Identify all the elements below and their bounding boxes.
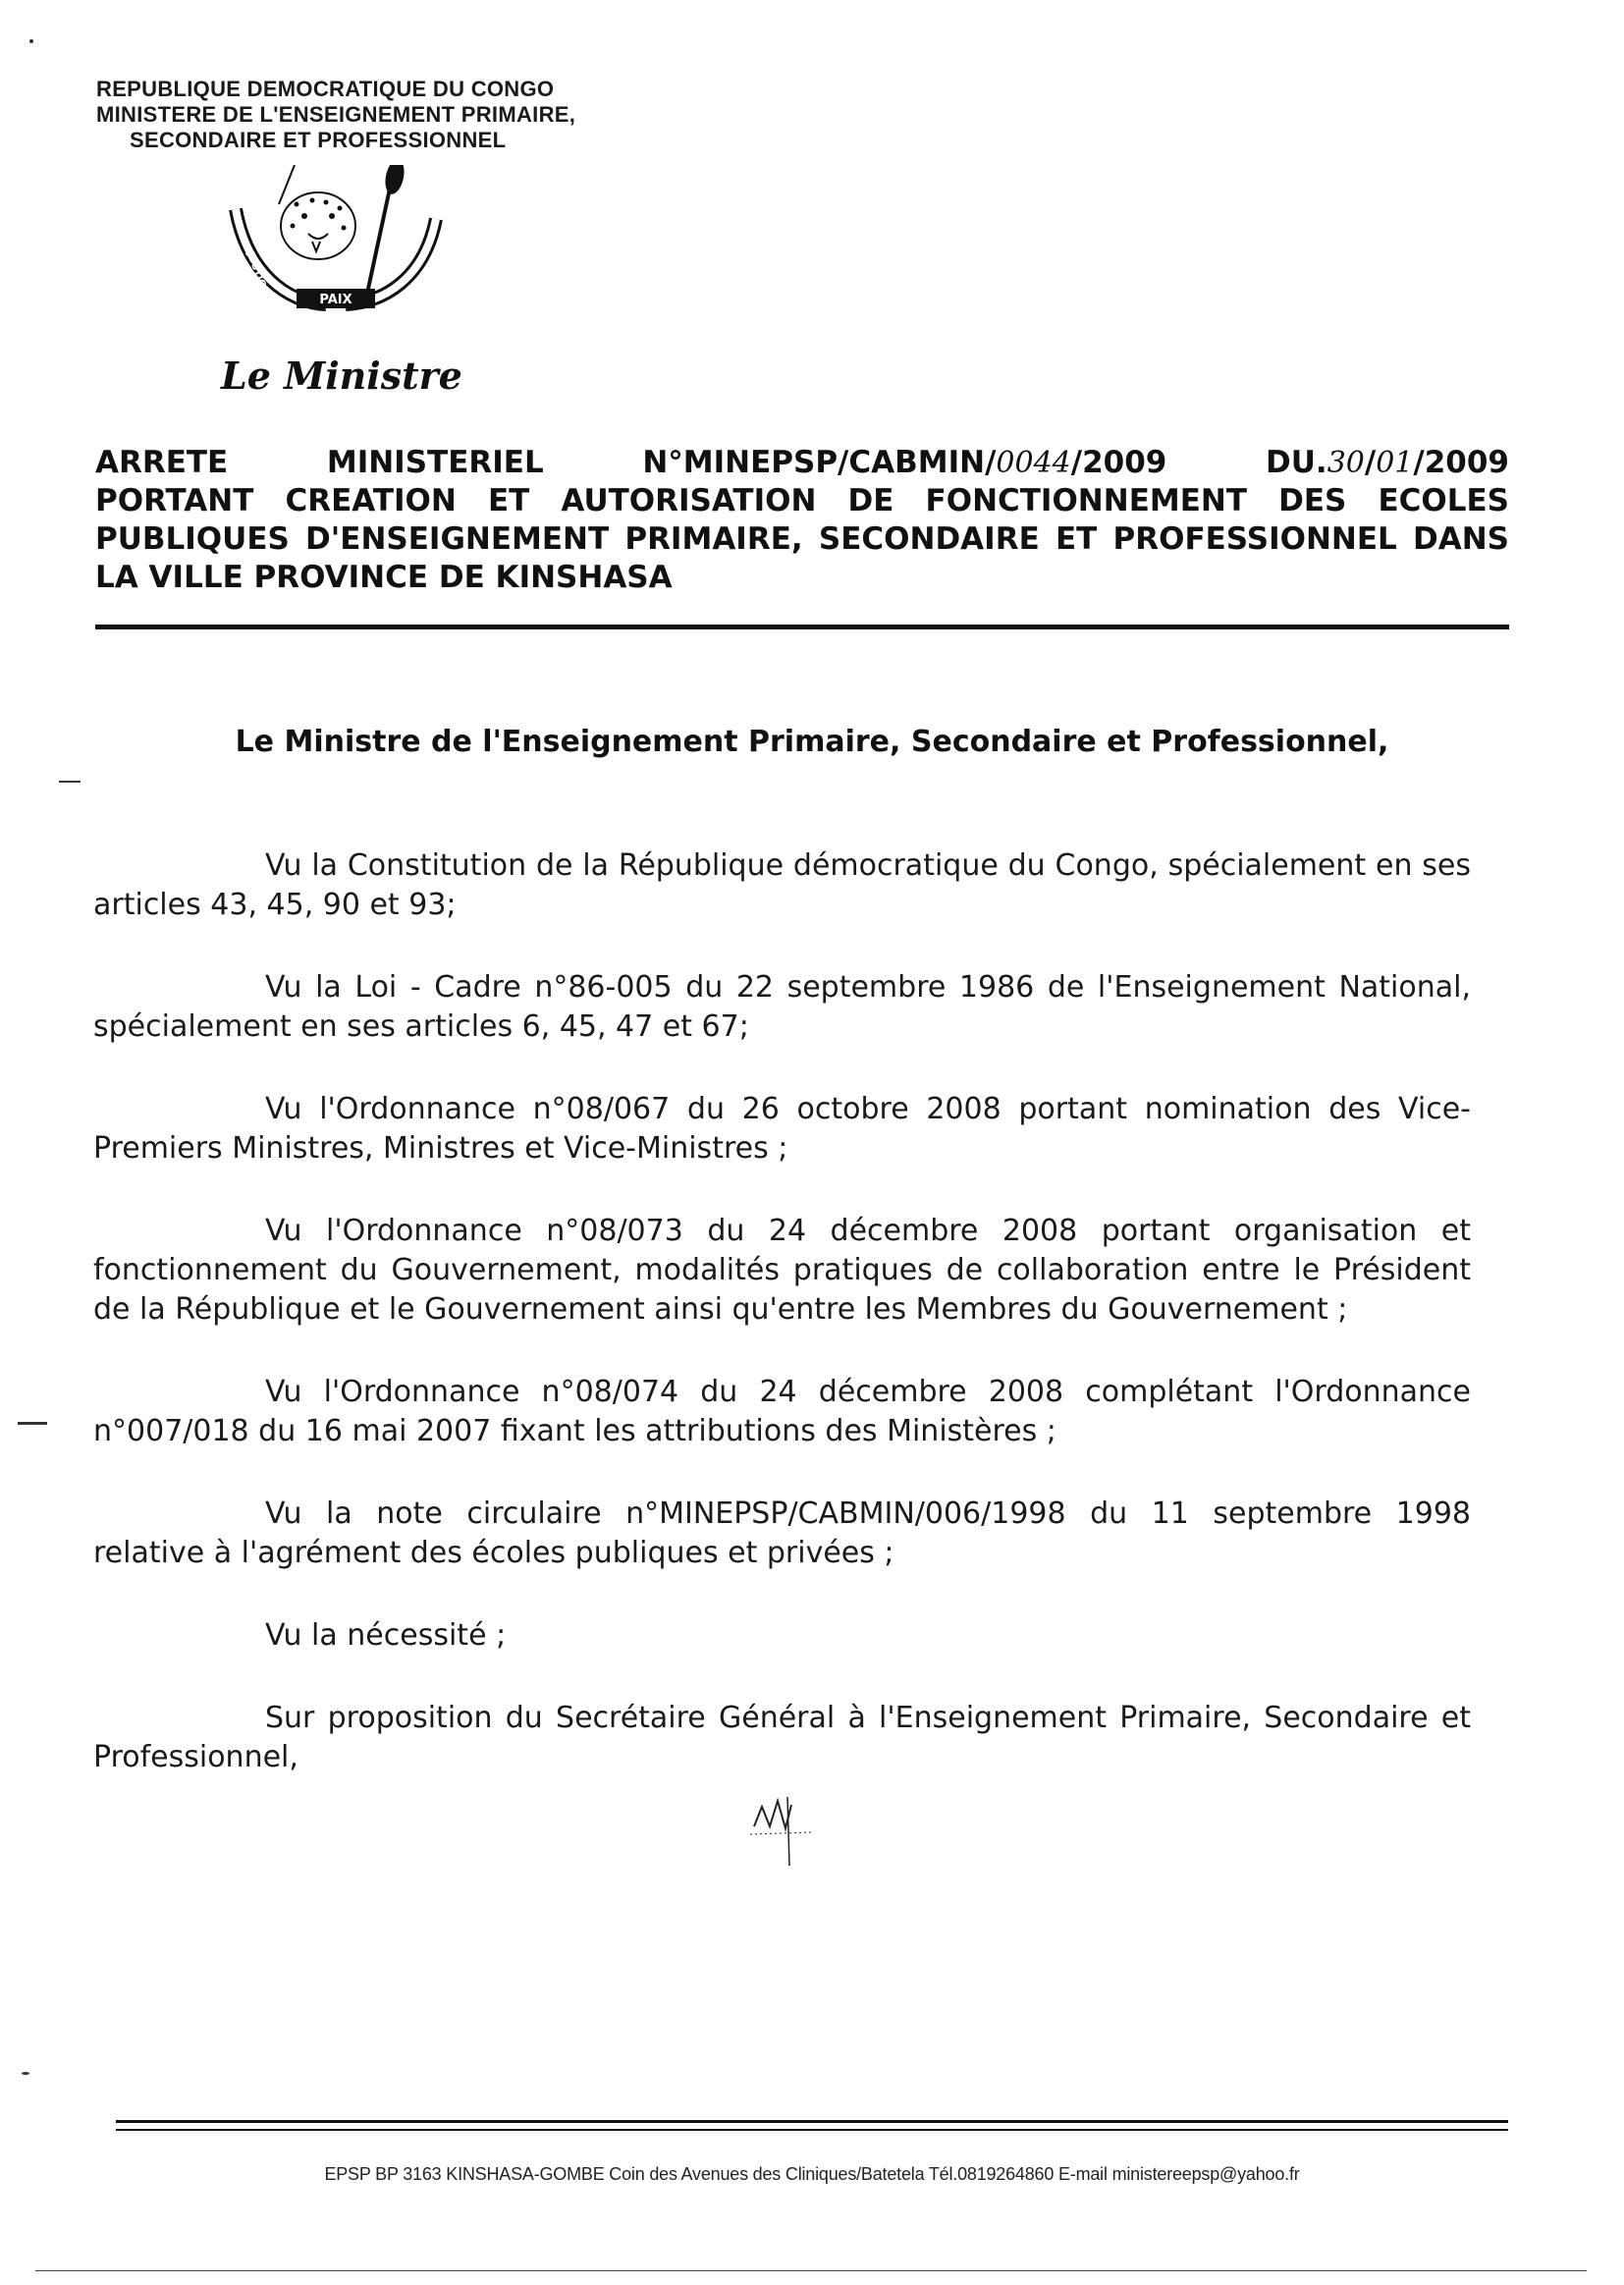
title-divider — [95, 625, 1509, 629]
ministry-name-line2: SECONDAIRE ET PROFESSIONNEL — [130, 128, 507, 152]
decree-number-handwritten: 0044 — [996, 446, 1071, 480]
decree-word-ministeriel: MINISTERIEL — [326, 445, 544, 480]
scan-speck — [22, 2072, 29, 2075]
scan-speck — [18, 1422, 47, 1425]
paragraph: Vu l'Ordonnance n°08/074 du 24 décembre 2008 complétant l'Ordonnance n°007/018 du 16 mai 2007 fixant les attributions des Ministères ; — [93, 1375, 1471, 1448]
decree-subject: PORTANT CREATION ET AUTORISATION DE FONCTIONNEMENT DES ECOLES PUBLIQUES D'ENSEIGNEMENT PRIMAIRE, SECONDAIRE ET PROFESSIONNEL DANS LA VILLE PROVINCE DE KINSHASA — [95, 483, 1509, 595]
footer-address: EPSP BP 3163 KINSHASA-GOMBE Coin des Avenues des Cliniques/Batetela Tél.0819264860 E-mail ministereepsp@yahoo.fr — [324, 2164, 1300, 2184]
decree-title — [95, 444, 1509, 597]
page-edge-line — [35, 2270, 1587, 2271]
scan-speck — [59, 781, 81, 783]
letterhead — [96, 77, 575, 153]
svg-text:PAIX: PAIX — [319, 293, 352, 307]
minister-signature-heading: Le Ministre — [221, 354, 462, 398]
considerations — [93, 846, 1471, 1821]
decree-number-prefix: N°MINEPSP/CABMIN/ — [642, 445, 997, 480]
ministry-name-line1: MINISTERE DE L'ENSEIGNEMENT PRIMAIRE, — [96, 102, 576, 127]
paragraph: Vu l'Ordonnance n°08/073 du 24 décembre 2008 portant organisation et fonctionnement du Gouvernement, modalités pratiques de collaboration entre le Président de la République et le Gouvernement ainsi qu'entre les Membres du Gouvernement ; — [93, 1214, 1471, 1327]
intro-line: Le Ministre de l'Enseignement Primaire, Secondaire et Professionnel, — [235, 725, 1389, 759]
country-name: REPUBLIQUE DEMOCRATIQUE DU CONGO — [96, 77, 555, 101]
decree-date-month: 01 — [1376, 446, 1414, 480]
footer-divider — [116, 2120, 1508, 2123]
decree-date-sep: / — [1364, 445, 1377, 480]
svg-text:TRAVAIL: TRAVAIL — [406, 188, 433, 236]
decree-reference — [95, 444, 1509, 482]
paragraph: Vu la Constitution de la République démocratique du Congo, spécialement en ses articles 43, 45, 90 et 93; — [93, 848, 1471, 922]
paragraph: Vu la nécessité ; — [265, 1618, 507, 1653]
decree-date-day: 30 — [1326, 446, 1365, 480]
footer-divider-secondary — [116, 2129, 1508, 2131]
scan-speck — [29, 39, 33, 43]
paragraph: Vu la note circulaire n°MINEPSP/CABMIN/006/1998 du 11 septembre 1998 relative à l'agrément des écoles publiques et privées ; — [93, 1496, 1471, 1570]
decree-date-year: /2009 — [1413, 445, 1509, 480]
decree-number — [642, 444, 1166, 482]
paragraph: Vu l'Ordonnance n°08/067 du 26 octobre 2008 portant nomination des Vice-Premiers Ministres, Ministres et Vice-Ministres ; — [93, 1092, 1471, 1166]
coat-of-arms-leopard-icon — [218, 165, 454, 342]
decree-date — [1266, 444, 1509, 482]
svg-text:JUSTICE: JUSTICE — [244, 250, 270, 296]
decree-word-arrete: ARRETE — [95, 445, 229, 480]
decree-date-prefix: DU. — [1266, 445, 1327, 480]
decree-number-year: /2009 — [1070, 445, 1167, 480]
paragraph: Vu la Loi - Cadre n°86-005 du 22 septembre 1986 de l'Enseignement National, spécialement en ses articles 6, 45, 47 et 67; — [93, 970, 1471, 1044]
handwritten-initials-icon — [746, 1787, 815, 1876]
paragraph: Sur proposition du Secrétaire Général à l'Enseignement Primaire, Secondaire et Professionnel, — [93, 1701, 1471, 1774]
